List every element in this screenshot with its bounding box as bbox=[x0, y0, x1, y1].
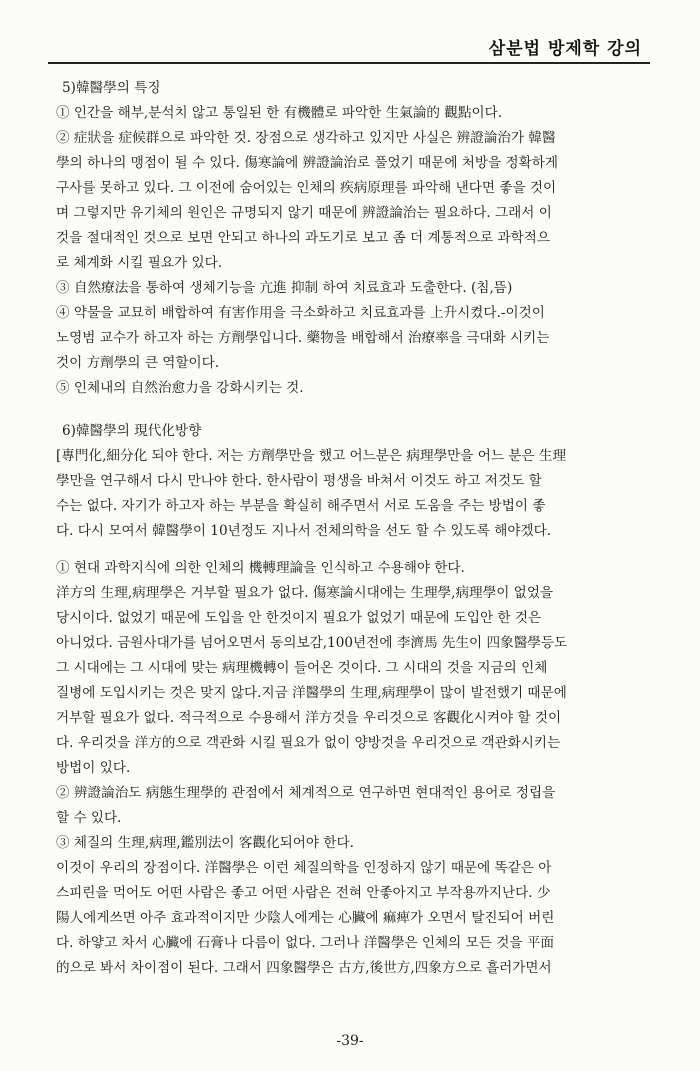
text-line: 것을 절대적인 것으로 보면 안되고 하나의 과도기로 보고 좀 더 계통적으로 과학적으 bbox=[56, 230, 551, 246]
section-6-heading: 6)韓醫學의 現代化방향 bbox=[62, 423, 202, 439]
text-line: 아니었다. 금원사대가를 넘어오면서 동의보감,100년전에 李濟馬 先生이 四象醫學등도 bbox=[56, 635, 568, 651]
text-line: 스피린을 먹어도 어떤 사람은 좋고 어떤 사람은 전혀 안좋아지고 부작용까지난다. 少 bbox=[56, 885, 551, 901]
text-line: 學만을 연구해서 다시 만나야 한다. 한사람이 평생을 바쳐서 이것도 하고 저것도 할 bbox=[56, 473, 542, 489]
text-line: 이것이 우리의 장점이다. 洋醫學은 이런 체질의학을 인정하지 않기 때문에 똑같은 아 bbox=[56, 860, 552, 876]
text-line: 洋方의 生理,病理學은 거부할 필요가 없다. 傷寒論시대에는 生理學,病理學이 없었을 bbox=[56, 585, 554, 601]
text-line: ① 인간을 해부,분석치 않고 통일된 한 有機體로 파악한 生氣論的 觀點이다. bbox=[56, 105, 503, 121]
text-line: ① 현대 과학지식에 의한 인체의 機轉理論을 인식하고 수용해야 한다. bbox=[56, 560, 465, 576]
text-line: ③ 체질의 生理,病理,鑑別法이 客觀化되어야 한다. bbox=[56, 835, 354, 851]
text-line: ④ 약물을 교묘히 배합하여 有害作用을 극소화하고 치료효과를 上升시켰다.-이것이 bbox=[56, 305, 545, 321]
text-line: ③ 自然療法을 통하여 생체기능을 亢進 抑制 하여 치료효과 도출한다. (침,뜸) bbox=[56, 280, 513, 296]
page-header bbox=[0, 0, 700, 72]
header-rule bbox=[48, 62, 650, 64]
text-line: 며 그렇지만 유기체의 원인은 규명되지 않기 때문에 辨證論治는 필요하다. 그래서 이 bbox=[56, 205, 552, 221]
text-line: 수는 없다. 자기가 하고자 하는 부분을 확실히 해주면서 서로 도움을 주는 방법이 좋 bbox=[56, 498, 546, 514]
text-line: 노영범 교수가 하고자 하는 方劑學입니다. 藥物을 배합해서 治療率을 극대화 시키는 bbox=[56, 330, 550, 346]
text-line: ⑤ 인체내의 自然治愈力을 강화시키는 것. bbox=[56, 380, 304, 396]
text-line bbox=[56, 544, 646, 556]
section-6-body bbox=[56, 444, 646, 981]
text-line: 것이 方劑學의 큰 역할이다. bbox=[56, 355, 220, 371]
text-line: 할 수 있다. bbox=[56, 810, 122, 826]
text-line: 다. 하얗고 차서 心臟에 石膏나 다름이 없다. 그러나 洋醫學은 인체의 모든 것을 平面 bbox=[56, 935, 554, 951]
text-line: 的으로 봐서 차이점이 된다. 그래서 四象醫學은 古方,後世方,四象方으로 흘러가면서 bbox=[56, 960, 552, 976]
text-line: 學의 하나의 맹점이 될 수 있다. 傷寒論에 辨證論治로 풀었기 때문에 처방을 정확하게 bbox=[56, 155, 559, 171]
section-gap bbox=[56, 401, 646, 419]
text-line: 陽人에게쓰면 아주 효과적이지만 少陰人에게는 心臟에 痲痺가 오면서 탈진되어 버린 bbox=[56, 910, 555, 926]
text-line: ② 辨證論治도 病態生理學的 관점에서 체계적으로 연구하면 현대적인 용어로 정립을 bbox=[56, 785, 556, 801]
text-line: 구사를 못하고 있다. 그 이전에 숨어있는 인체의 疾病原理를 파악해 낸다면 좋을 것이 bbox=[56, 180, 557, 196]
text-line: 다. 다시 모여서 韓醫學이 10년정도 지나서 전체의학을 선도 할 수 있도록 해야겠다. bbox=[56, 523, 552, 539]
running-title: 삼분법 방제학 강의 bbox=[488, 39, 642, 59]
text-line: 로 체계화 시킬 필요가 있다. bbox=[56, 255, 223, 271]
text-line: 다. 우리것을 洋方的으로 객관화 시킬 필요가 없이 양방것을 우리것으로 객관화시키는 bbox=[56, 735, 561, 751]
section-5-body bbox=[56, 101, 646, 401]
page-number: -39- bbox=[336, 1033, 364, 1049]
text-line: 질병에 도입시키는 것은 맞지 않다.지금 洋醫學의 生理,病理學이 많이 발전했기 때문에 bbox=[56, 685, 567, 701]
text-line: 당시이다. 없었기 때문에 도입을 안 한것이지 필요가 없었기 때문에 도입안 한 것은 bbox=[56, 610, 542, 626]
text-line: ② 症狀을 症候群으로 파악한 것. 장점으로 생각하고 있지만 사실은 辨證論治가 韓醫 bbox=[56, 130, 556, 146]
text-line: 방법이 있다. bbox=[56, 760, 131, 776]
text-line: 그 시대에는 그 시대에 맞는 病理機轉이 들어온 것이다. 그 시대의 것을 지금의 인체 bbox=[56, 660, 548, 676]
text-line: [專門化,細分化 되야 한다. 저는 方劑學만을 했고 어느분은 病理學만을 어느 분은 生理 bbox=[56, 448, 567, 464]
text-line: 거부할 필요가 없다. 적극적으로 수용해서 洋方것을 우리것으로 客觀化시켜야 할 것이 bbox=[56, 710, 562, 726]
page-body bbox=[56, 76, 646, 981]
section-5-heading: 5)韓醫學의 특징 bbox=[62, 80, 161, 96]
